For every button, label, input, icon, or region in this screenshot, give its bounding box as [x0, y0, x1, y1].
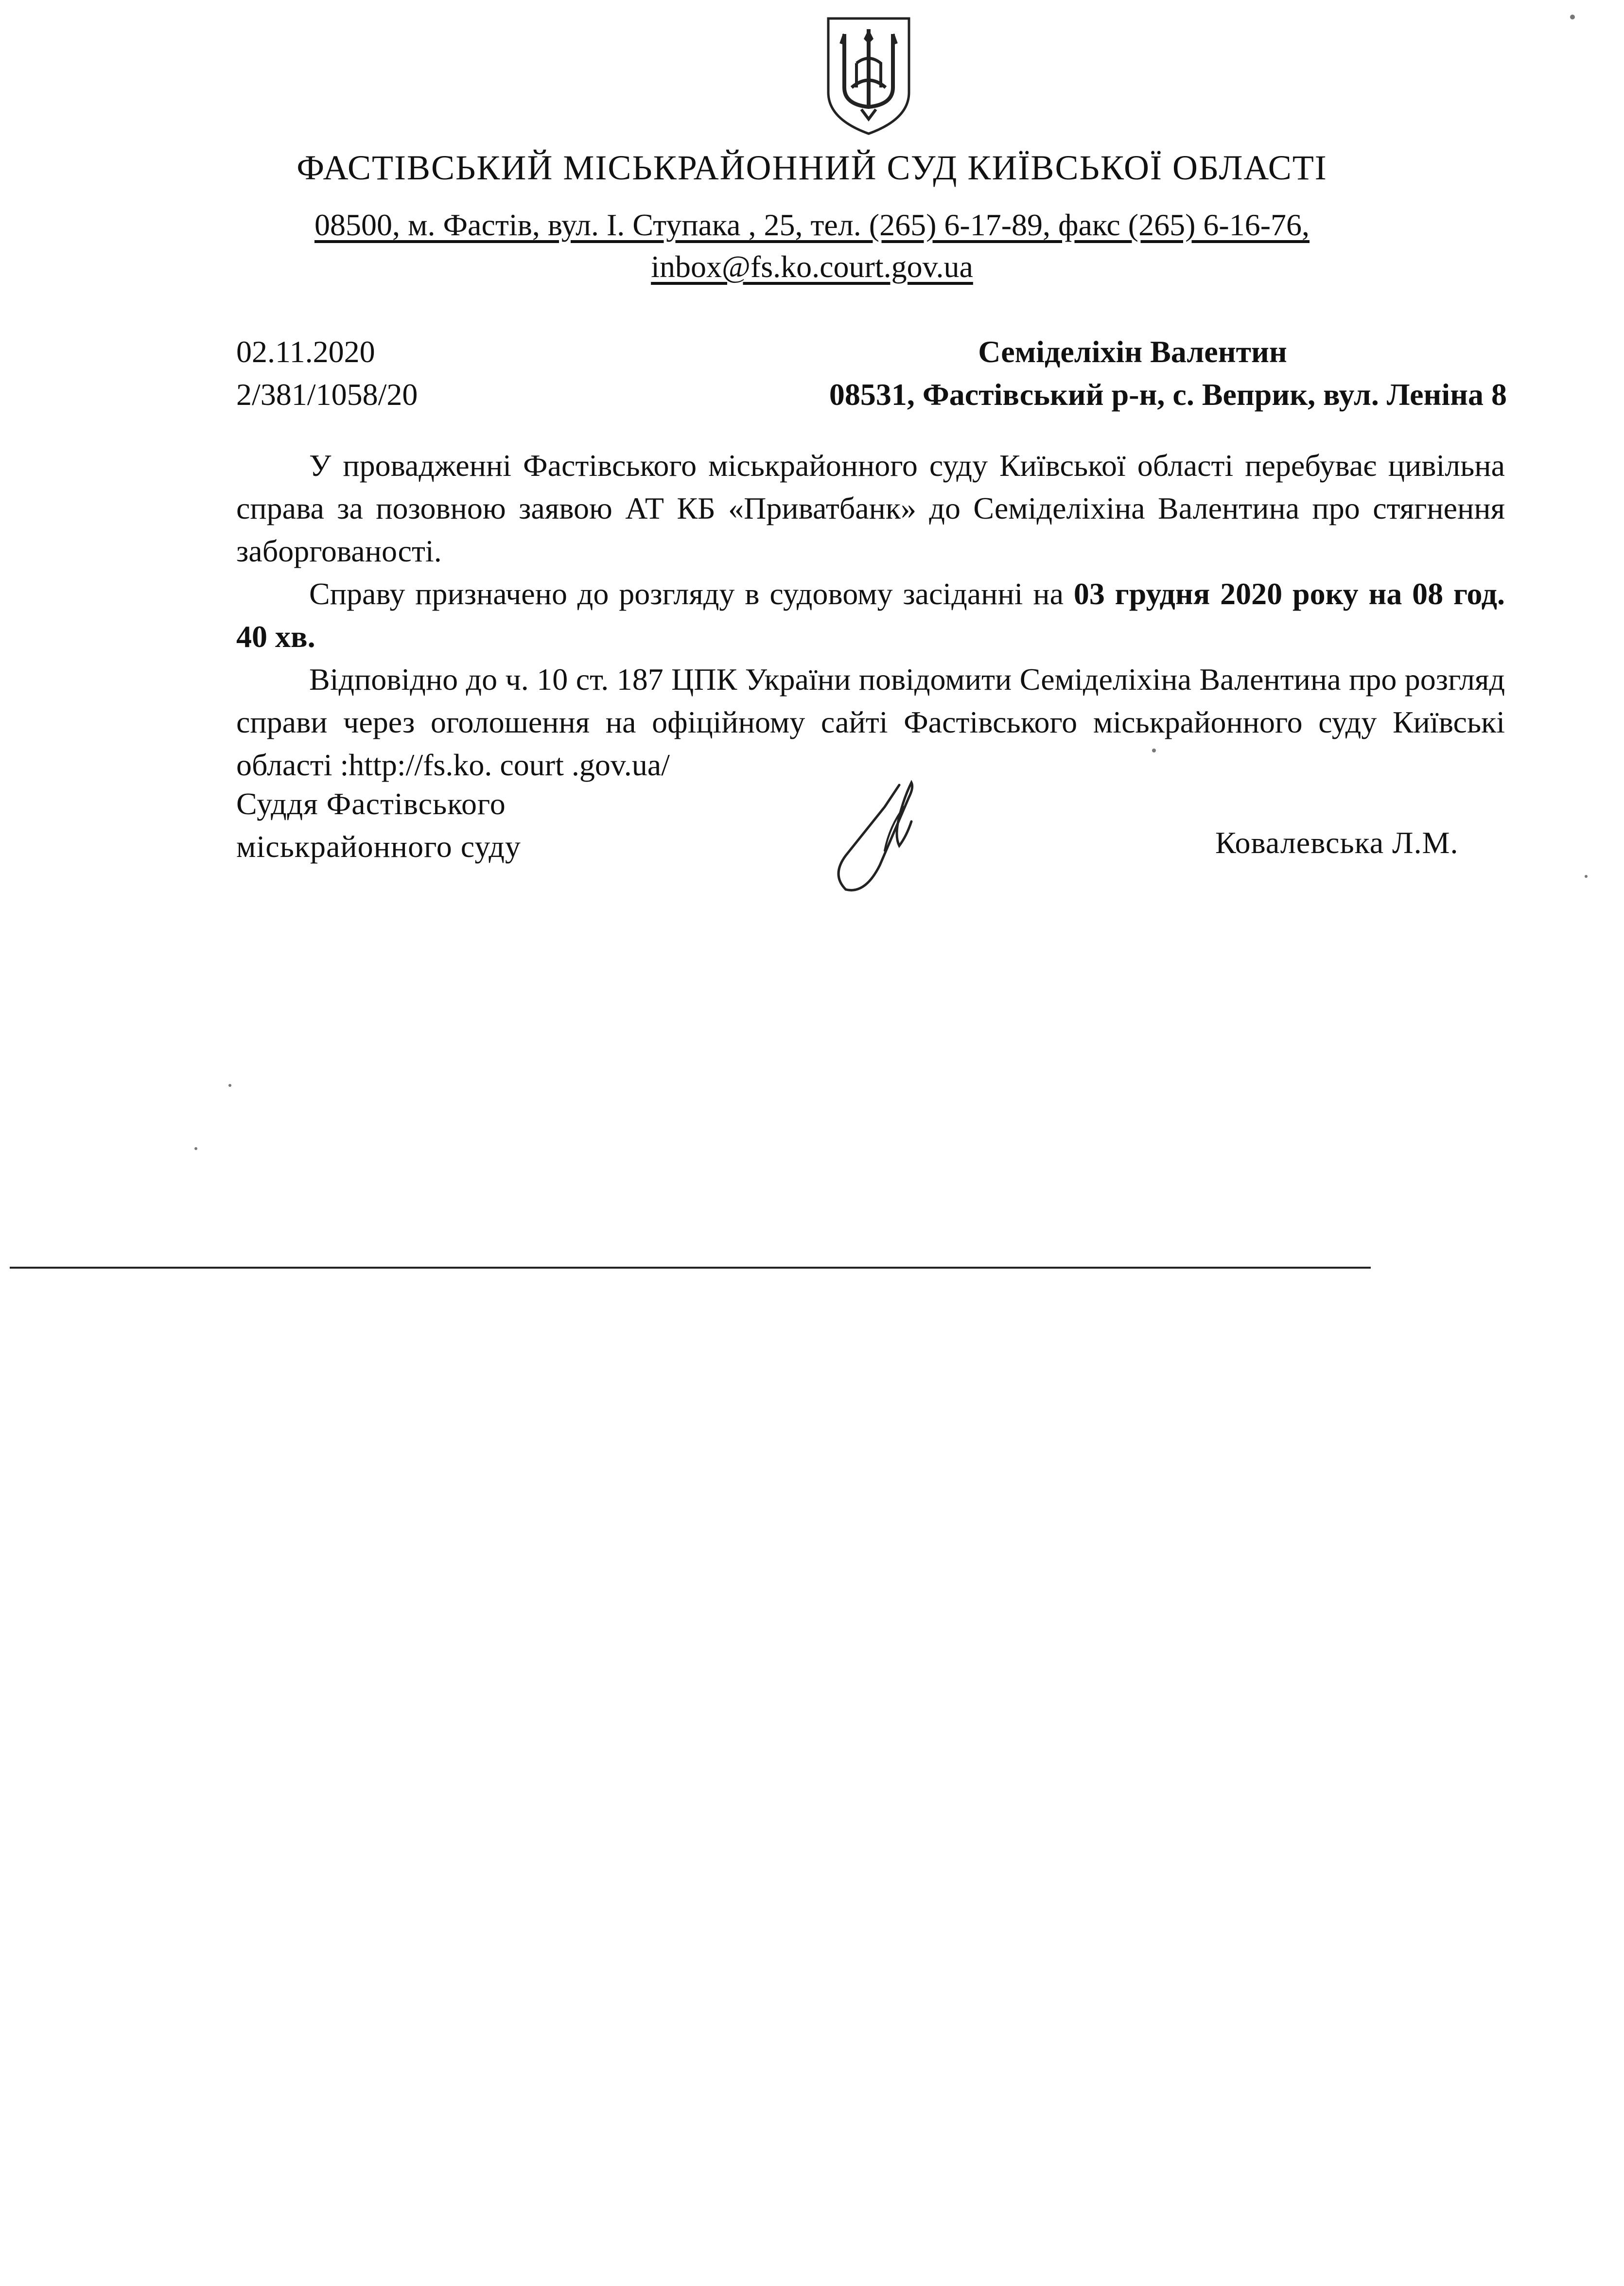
judge-title-line1: Суддя Фастівського — [236, 786, 506, 821]
document-date: 02.11.2020 — [236, 334, 375, 369]
scan-speck — [1152, 749, 1156, 752]
judge-title-line2: міськрайонного суду — [236, 829, 521, 864]
court-name: ФАСТІВСЬКИЙ МІСЬКРАЙОННИЙ СУД КИЇВСЬКОЇ ОБЛАСТІ — [297, 148, 1327, 187]
hearing-intro: Справу призначено до розгляду в судовому засіданні на — [309, 576, 1074, 611]
address-line: 08500, м. Фастів, вул. І. Ступака , 25, тел. (265) 6-17-89, факс (265) 6-16-76, — [314, 208, 1310, 242]
judge-title — [236, 783, 521, 868]
judge-name: Ковалевська Л.М. — [1215, 825, 1459, 860]
recipient-block — [758, 331, 1507, 416]
notice-body — [236, 444, 1505, 786]
handwritten-signature-icon — [826, 778, 953, 904]
hearing-datetime: 03 грудня 2020 року на 08 год. 40 хв. — [236, 576, 1505, 654]
paragraph-case: У провадженні Фастівського міськрайонного суду Київської області перебуває цивільна справа за позовною заявою АТ КБ «Приватбанк» до Семіделіхіна Валентина про стягнення заборгованості. — [236, 448, 1505, 568]
scan-speck — [228, 1084, 231, 1087]
court-address — [0, 204, 1624, 288]
document-reference: 2/381/1058/20 — [236, 377, 418, 412]
scan-speck — [1585, 875, 1588, 878]
recipient-address: 08531, Фастівський р-н, с. Веприк, вул. Леніна 8 — [829, 377, 1507, 412]
court-email-link[interactable]: inbox@fs.ko.court.gov.ua — [651, 249, 973, 284]
trident-coat-of-arms-icon — [822, 15, 915, 136]
page-divider — [10, 1267, 1371, 1269]
paragraph-notification: Відповідно до ч. 10 ст. 187 ЦПК України повідомити Семіделіхіна Валентина про розгляд справи через оголошення на офіційному сайті Фастівського міськрайонного суду Київські області :http://fs.ko. court .gov.ua/ — [236, 662, 1505, 782]
scan-speck — [194, 1147, 197, 1150]
paragraph-hearing — [236, 573, 1505, 658]
scan-speck — [1570, 15, 1575, 19]
recipient-name: Семіделіхін Валентин — [978, 334, 1287, 369]
document-meta — [236, 331, 418, 416]
